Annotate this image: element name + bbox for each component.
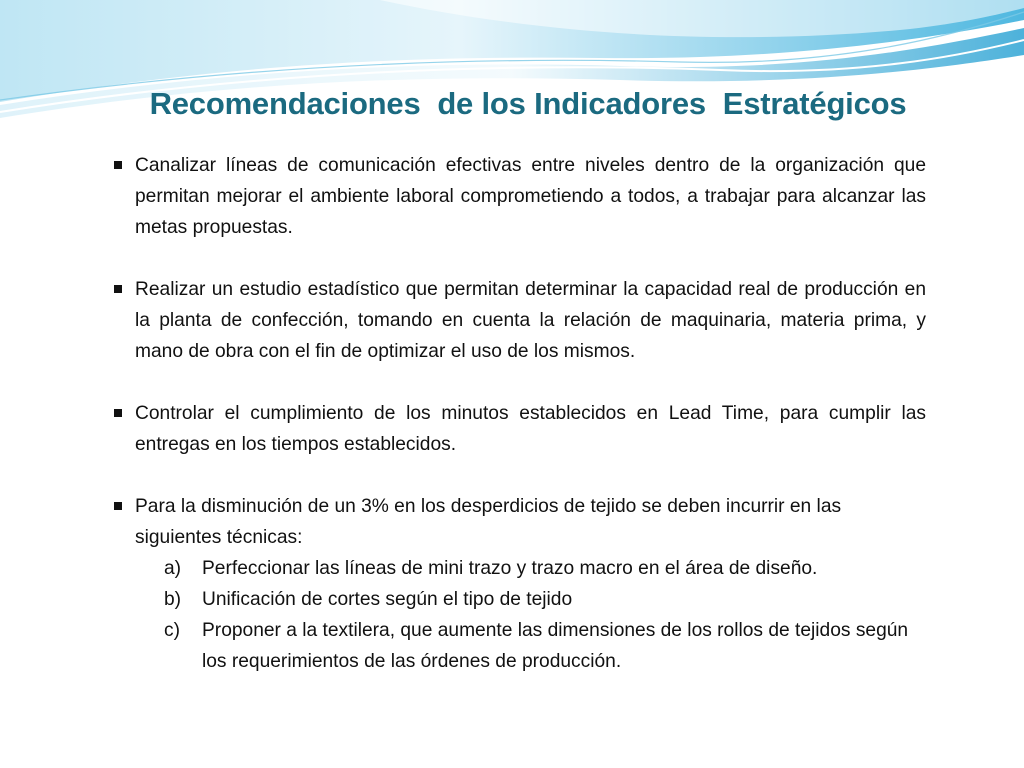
bullet-text: Controlar el cumplimiento de los minutos establecidos en Lead Time, para cumplir las entregas en los tiempos establecidos. — [135, 403, 926, 455]
square-bullet-icon — [114, 285, 122, 293]
bullet-item — [114, 491, 926, 553]
sublist-item — [114, 553, 926, 584]
square-bullet-icon — [114, 502, 122, 510]
square-bullet-icon — [114, 409, 122, 417]
sublist-letter: c) — [164, 620, 180, 641]
bullet-text: Canalizar líneas de comunicación efectivas entre niveles dentro de la organización que permitan mejorar el ambiente laboral comprometiendo a todos, a trabajar para alcanzar las metas propuestas. — [135, 155, 926, 238]
bullet-item — [114, 398, 926, 460]
bullet-item — [114, 150, 926, 243]
bullet-item — [114, 274, 926, 367]
sublist-text: Unificación de cortes según el tipo de tejido — [202, 589, 573, 610]
sublist-text: Perfeccionar las líneas de mini trazo y trazo macro en el área de diseño. — [202, 558, 818, 579]
sublist-letter: a) — [164, 558, 182, 579]
bullet-text: Realizar un estudio estadístico que permitan determinar la capacidad real de producción en la planta de confección, tomando en cuenta la relación de maquinaria, materia prima, y mano de obra con el fin de optimizar el uso de los mismos. — [135, 279, 926, 362]
technique-sublist — [114, 553, 926, 677]
sublist-text: Proponer a la textilera, que aumente las dimensiones de los rollos de tejidos según los requerimientos de las órdenes de producción. — [202, 620, 909, 672]
bullet-list — [114, 150, 926, 677]
sublist-item — [114, 615, 926, 677]
sublist-letter: b) — [164, 589, 182, 610]
sublist-item — [114, 584, 926, 615]
bullet-text: Para la disminución de un 3% en los desperdicios de tejido se deben incurrir en las siguientes técnicas: — [135, 496, 842, 548]
square-bullet-icon — [114, 161, 122, 169]
slide-title: Recomendaciones de los Indicadores Estratégicos — [149, 86, 907, 121]
